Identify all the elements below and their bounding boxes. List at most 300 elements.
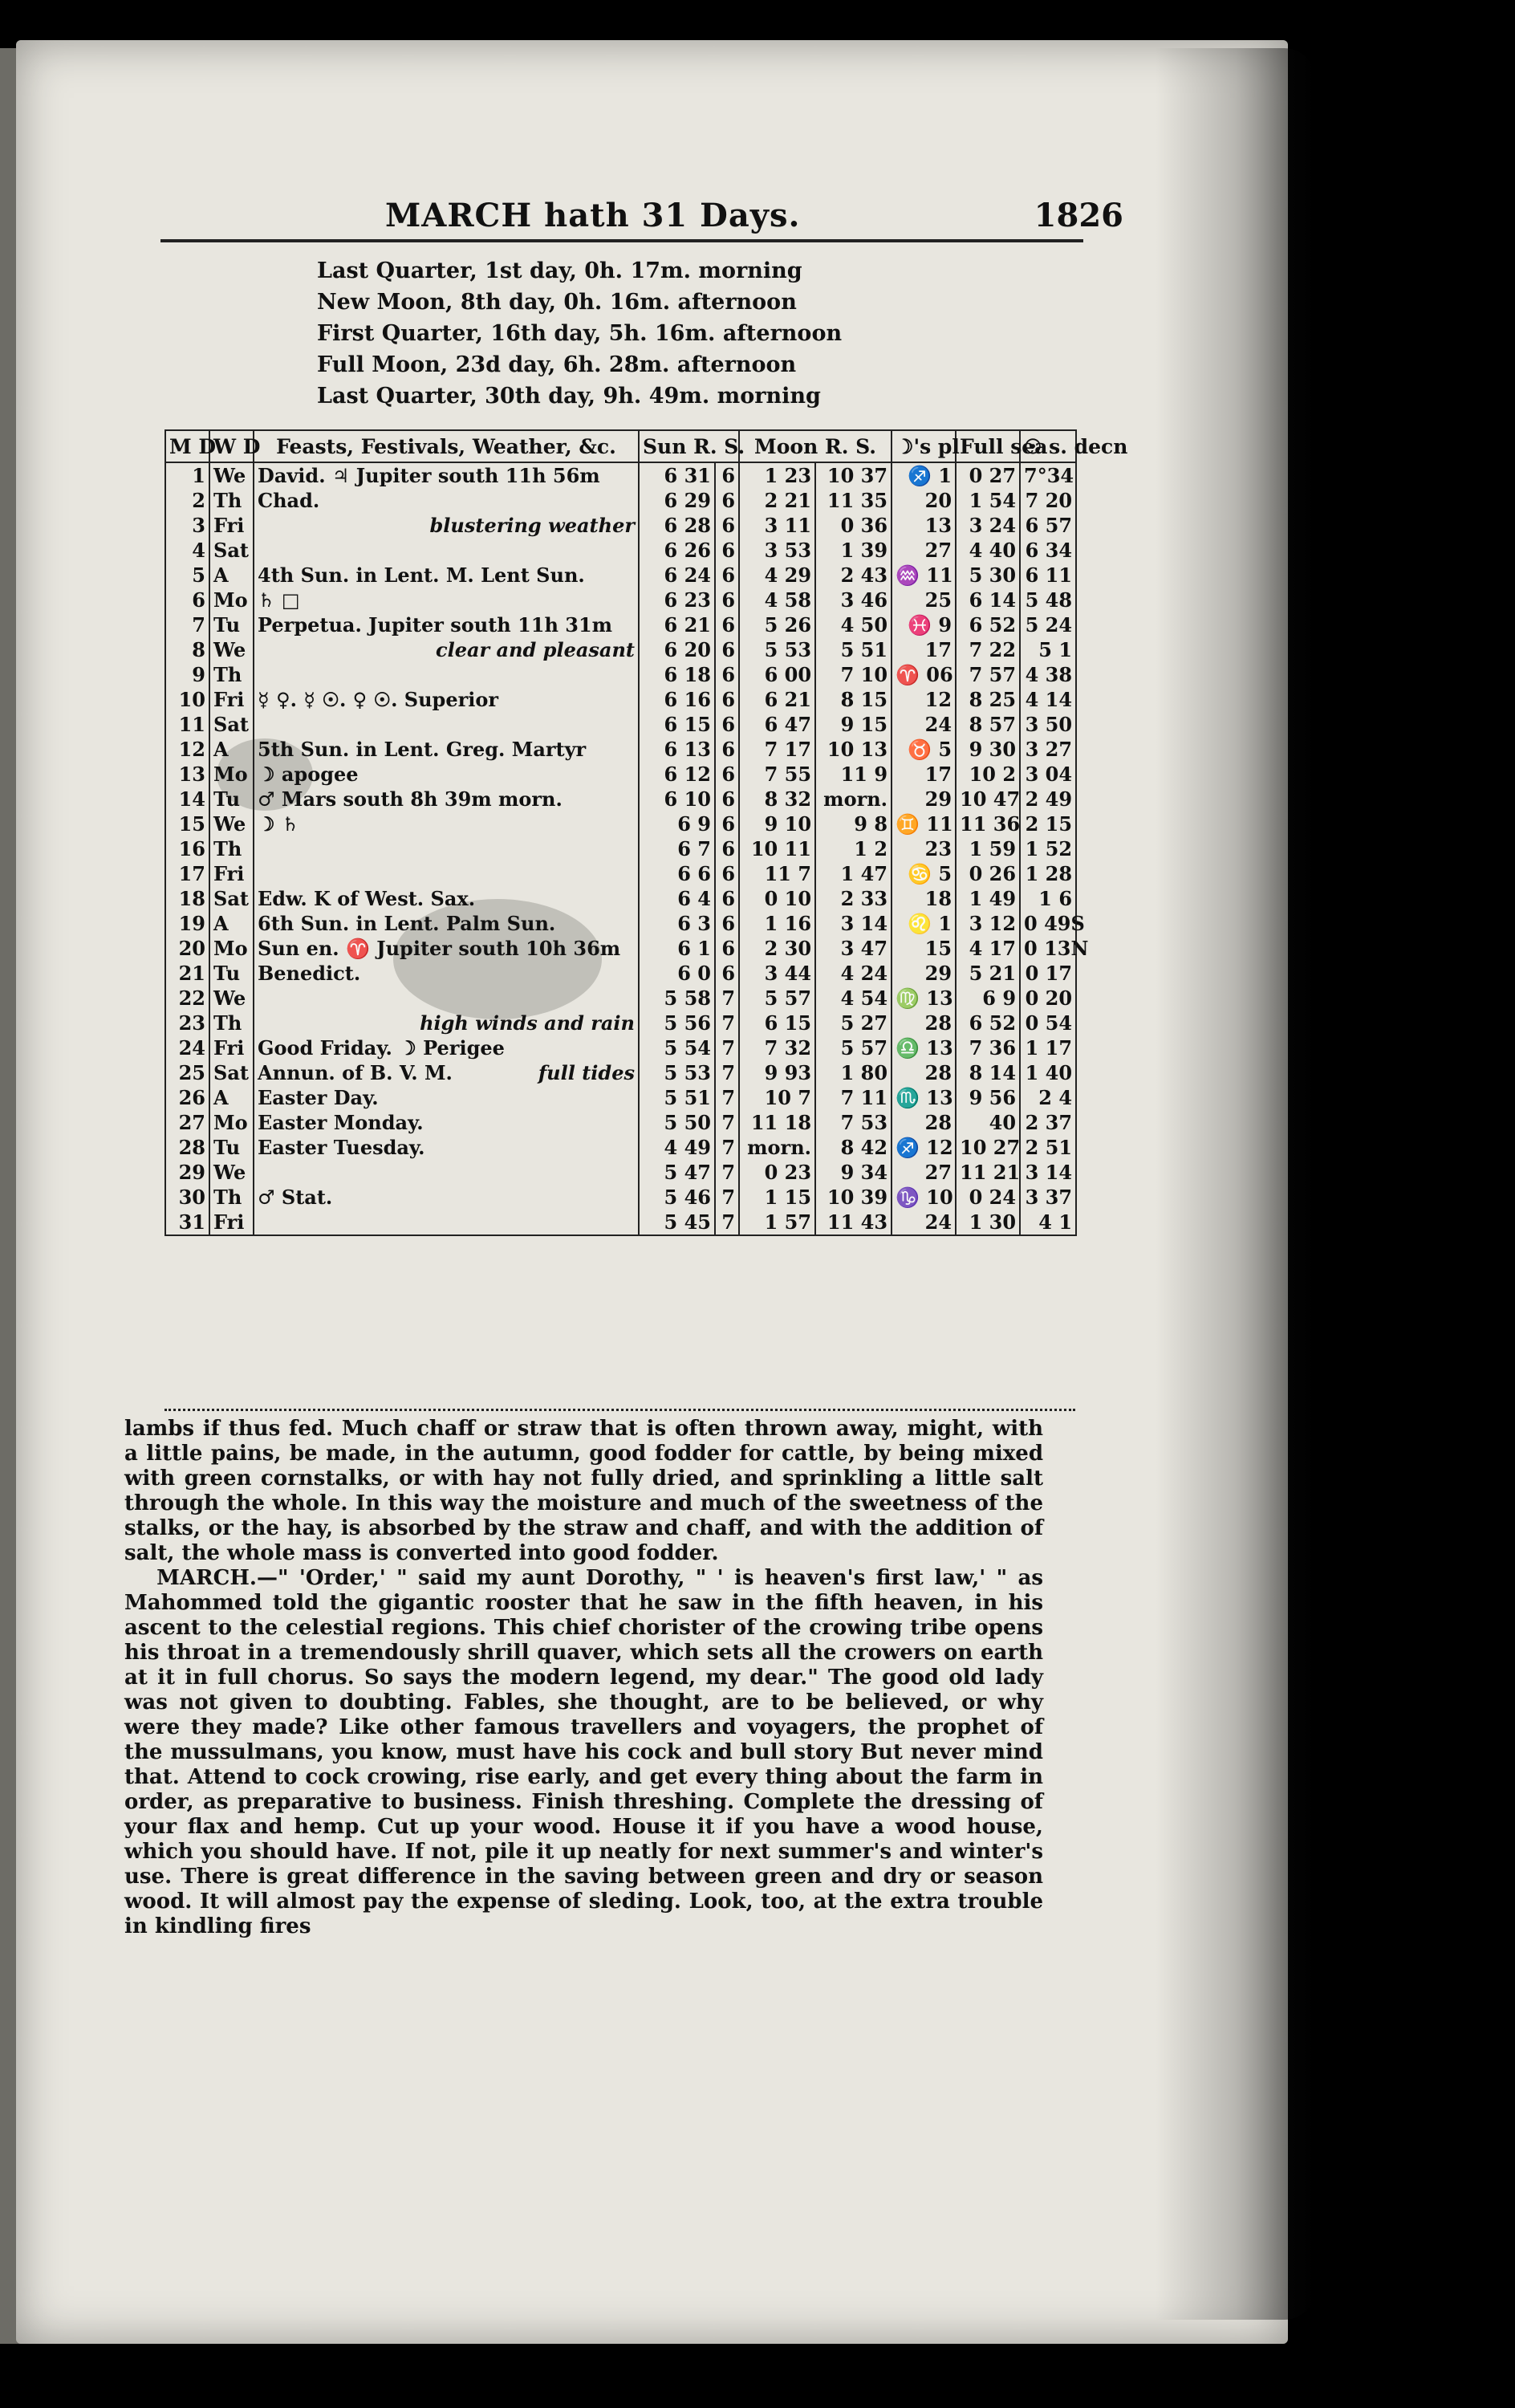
table-cell-mr: 8 32 (739, 787, 815, 811)
table-cell-pl: ♊ 11 (892, 811, 956, 836)
header-month-day: M D (165, 430, 209, 462)
table-cell-feast (254, 588, 639, 612)
table-cell-ms: 8 42 (815, 1135, 892, 1160)
table-cell-ms: morn. (815, 787, 892, 811)
table-row (165, 563, 1076, 588)
table-cell-ss: 6 (715, 787, 739, 811)
moon-phase-line: New Moon, 8th day, 0h. 16m. afternoon (317, 290, 797, 315)
table-cell-sr: 4 49 (639, 1135, 715, 1160)
table-row (165, 911, 1076, 936)
table-cell-pl: 24 (892, 1210, 956, 1235)
table-cell-dec: 2 51 (1020, 1135, 1076, 1160)
table-cell-pl: ♑ 10 (892, 1185, 956, 1210)
table-row (165, 488, 1076, 513)
table-cell-dec: 0 13N (1020, 936, 1076, 961)
table-cell-dec: 2 4 (1020, 1085, 1076, 1110)
table-cell-feast (254, 563, 639, 588)
table-row (165, 687, 1076, 712)
table-cell-ss: 6 (715, 513, 739, 538)
table-cell-feast (254, 612, 639, 637)
table-row (165, 538, 1076, 563)
table-cell-wd: Sat (209, 1060, 254, 1085)
table-row (165, 662, 1076, 687)
table-cell-ss: 6 (715, 462, 739, 488)
table-cell-ss: 6 (715, 563, 739, 588)
table-cell-mr: 1 57 (739, 1210, 815, 1235)
table-cell-feast (254, 1210, 639, 1235)
table-cell-md: 25 (165, 1060, 209, 1085)
table-cell-mr: 6 21 (739, 687, 815, 712)
table-cell-ms: 4 54 (815, 986, 892, 1011)
table-cell-pl: 28 (892, 1060, 956, 1085)
table-cell-ss: 6 (715, 861, 739, 886)
table-row (165, 612, 1076, 637)
table-cell-dec: 4 38 (1020, 662, 1076, 687)
table-cell-feast (254, 687, 639, 712)
table-cell-sr: 6 0 (639, 961, 715, 986)
table-cell-feast (254, 737, 639, 762)
feast-text: ♂ Mars south 8h 39m morn. (258, 787, 563, 811)
table-cell-mr: 7 17 (739, 737, 815, 762)
table-row (165, 588, 1076, 612)
table-cell-dec: 3 37 (1020, 1185, 1076, 1210)
table-cell-md: 28 (165, 1135, 209, 1160)
table-cell-md: 6 (165, 588, 209, 612)
table-cell-mr: 5 57 (739, 986, 815, 1011)
table-cell-feast (254, 1011, 639, 1035)
table-cell-wd: Th (209, 1185, 254, 1210)
table-cell-mr: 9 93 (739, 1060, 815, 1085)
header-sun: Sun R. S. (639, 430, 739, 462)
table-cell-md: 19 (165, 911, 209, 936)
table-cell-wd: A (209, 1085, 254, 1110)
table-cell-dec: 1 52 (1020, 836, 1076, 861)
table-cell-dec: 6 34 (1020, 538, 1076, 563)
table-cell-ss: 7 (715, 1085, 739, 1110)
feast-text: 6th Sun. in Lent. Palm Sun. (258, 912, 556, 935)
table-cell-sr: 6 7 (639, 836, 715, 861)
table-cell-dec: 6 57 (1020, 513, 1076, 538)
table-cell-pl: ♉ 5 (892, 737, 956, 762)
table-cell-pl: 18 (892, 886, 956, 911)
table-cell-sr: 6 18 (639, 662, 715, 687)
table-cell-ss: 6 (715, 687, 739, 712)
table-cell-fs: 1 54 (956, 488, 1020, 513)
table-cell-fs: 4 17 (956, 936, 1020, 961)
table-cell-pl: ♈ 06 (892, 662, 956, 687)
table-cell-ms: 3 47 (815, 936, 892, 961)
table-cell-sr: 6 6 (639, 861, 715, 886)
table-cell-ss: 7 (715, 1060, 739, 1085)
table-cell-sr: 5 58 (639, 986, 715, 1011)
table-cell-dec: 1 6 (1020, 886, 1076, 911)
table-cell-ms: 4 50 (815, 612, 892, 637)
table-cell-ms: 7 53 (815, 1110, 892, 1135)
table-cell-wd: Tu (209, 961, 254, 986)
prose-text (124, 1417, 1043, 1939)
table-cell-feast (254, 488, 639, 513)
table-cell-wd: Mo (209, 762, 254, 787)
table-cell-dec: 5 48 (1020, 588, 1076, 612)
table-cell-md: 7 (165, 612, 209, 637)
table-cell-sr: 6 12 (639, 762, 715, 787)
table-cell-sr: 5 51 (639, 1085, 715, 1110)
table-cell-fs: 10 2 (956, 762, 1020, 787)
feast-text: Good Friday. ☽ Perigee (258, 1036, 505, 1060)
feast-text: Chad. (258, 489, 320, 512)
table-cell-ms: 7 10 (815, 662, 892, 687)
table-cell-wd: Mo (209, 936, 254, 961)
table-cell-ms: 1 80 (815, 1060, 892, 1085)
table-cell-mr: 6 47 (739, 712, 815, 737)
table-cell-sr: 6 28 (639, 513, 715, 538)
table-cell-wd: We (209, 986, 254, 1011)
table-cell-mr: 10 11 (739, 836, 815, 861)
prose-paragraph: lambs if thus fed. Much chaff or straw that is often thrown away, might, with a little pains, be made, in the autumn, good fodder for cattle, by being mixed with green cornstalks, or with hay not fully dried, and sprinkling a little salt through the whole. In this way the moisture and much of the sweetness of the stalks, or the hay, is absorbed by the straw and chaff, and with the addition of salt, the whole mass is converted into good fodder. (124, 1417, 1043, 1565)
table-cell-mr: 7 55 (739, 762, 815, 787)
table-cell-wd: We (209, 1160, 254, 1185)
table-cell-ms: 5 27 (815, 1011, 892, 1035)
weather-note: full tides (538, 1061, 635, 1084)
table-cell-ms: 10 13 (815, 737, 892, 762)
table-row (165, 637, 1076, 662)
prose-lead: MARCH. (156, 1566, 257, 1590)
table-cell-mr: 10 7 (739, 1085, 815, 1110)
table-cell-sr: 6 3 (639, 911, 715, 936)
table-cell-fs: 6 14 (956, 588, 1020, 612)
table-cell-ss: 6 (715, 612, 739, 637)
table-cell-sr: 5 54 (639, 1035, 715, 1060)
table-cell-ss: 7 (715, 986, 739, 1011)
table-row (165, 1185, 1076, 1210)
table-cell-ms: 1 39 (815, 538, 892, 563)
table-cell-sr: 5 56 (639, 1011, 715, 1035)
table-cell-feast (254, 1135, 639, 1160)
table-cell-ss: 6 (715, 712, 739, 737)
table-cell-mr: 1 23 (739, 462, 815, 488)
table-cell-sr: 6 23 (639, 588, 715, 612)
table-cell-wd: Fri (209, 861, 254, 886)
table-cell-wd: Tu (209, 1135, 254, 1160)
feast-text: ♂ Stat. (258, 1186, 333, 1209)
table-cell-mr: 5 26 (739, 612, 815, 637)
table-cell-pl: 27 (892, 538, 956, 563)
table-cell-fs: 8 57 (956, 712, 1020, 737)
table-cell-wd: Sat (209, 538, 254, 563)
table-cell-fs: 1 30 (956, 1210, 1020, 1235)
table-cell-sr: 6 29 (639, 488, 715, 513)
table-cell-feast (254, 1035, 639, 1060)
table-cell-md: 12 (165, 737, 209, 762)
table-cell-sr: 6 4 (639, 886, 715, 911)
table-cell-fs: 1 59 (956, 836, 1020, 861)
table-cell-fs: 5 21 (956, 961, 1020, 986)
table-cell-mr: 7 32 (739, 1035, 815, 1060)
table-cell-pl: 25 (892, 588, 956, 612)
table-cell-dec: 0 49S (1020, 911, 1076, 936)
table-cell-ms: 3 14 (815, 911, 892, 936)
table-cell-fs: 6 9 (956, 986, 1020, 1011)
table-cell-dec: 7°34 (1020, 462, 1076, 488)
table-cell-wd: Th (209, 662, 254, 687)
header-rule (160, 239, 1083, 242)
table-cell-pl: ♏ 13 (892, 1085, 956, 1110)
table-cell-dec: 7 20 (1020, 488, 1076, 513)
table-cell-md: 16 (165, 836, 209, 861)
table-cell-fs: 6 52 (956, 1011, 1020, 1035)
table-cell-wd: We (209, 462, 254, 488)
table-cell-mr: morn. (739, 1135, 815, 1160)
prose-paragraph (124, 1566, 1043, 1939)
table-cell-ms: 5 57 (815, 1035, 892, 1060)
table-cell-ss: 7 (715, 1135, 739, 1160)
table-row (165, 712, 1076, 737)
table-cell-wd: Fri (209, 1035, 254, 1060)
table-cell-feast (254, 936, 639, 961)
table-cell-pl: ♍ 13 (892, 986, 956, 1011)
moon-phase-line: Last Quarter, 1st day, 0h. 17m. morning (317, 258, 802, 283)
table-cell-mr: 9 10 (739, 811, 815, 836)
table-cell-sr: 6 24 (639, 563, 715, 588)
table-cell-dec: 1 17 (1020, 1035, 1076, 1060)
table-cell-wd: Mo (209, 1110, 254, 1135)
table-cell-pl: ♋ 5 (892, 861, 956, 886)
table-cell-ss: 6 (715, 588, 739, 612)
table-cell-md: 29 (165, 1160, 209, 1185)
table-cell-ms: 2 43 (815, 563, 892, 588)
table-cell-mr: 3 53 (739, 538, 815, 563)
table-cell-fs: 9 56 (956, 1085, 1020, 1110)
table-cell-md: 9 (165, 662, 209, 687)
table-cell-ms: 1 47 (815, 861, 892, 886)
table-cell-md: 11 (165, 712, 209, 737)
table-cell-fs: 0 24 (956, 1185, 1020, 1210)
moon-phases (317, 255, 959, 412)
table-cell-md: 17 (165, 861, 209, 886)
table-cell-feast (254, 712, 639, 737)
feast-text: Perpetua. Jupiter south 11h 31m (258, 613, 613, 637)
table-cell-mr: 6 15 (739, 1011, 815, 1035)
table-row (165, 462, 1076, 488)
table-cell-ms: 3 46 (815, 588, 892, 612)
table-cell-dec: 6 11 (1020, 563, 1076, 588)
table-cell-mr: 11 18 (739, 1110, 815, 1135)
table-cell-fs: 4 40 (956, 538, 1020, 563)
table-cell-pl: 28 (892, 1011, 956, 1035)
table-cell-ss: 7 (715, 1110, 739, 1135)
feast-text: Easter Day. (258, 1086, 379, 1109)
table-cell-feast (254, 787, 639, 811)
table-cell-feast (254, 911, 639, 936)
table-cell-fs: 11 36 (956, 811, 1020, 836)
table-cell-pl: ♒ 11 (892, 563, 956, 588)
table-cell-md: 22 (165, 986, 209, 1011)
table-row (165, 1060, 1076, 1085)
table-cell-dec: 3 14 (1020, 1160, 1076, 1185)
prose-body: —" 'Order,' " said my aunt Dorothy, " ' is heaven's first law,' " as Mahommed told the gigantic rooster that he saw in the fifth heaven, in his ascent to the celestial regions. This chief chorister of the crowing tribe opens his throat in a tremendously shrill quaver, which sets all the crowers on earth at it in full chorus. So says the modern legend, my dear." The good old lady was not given to doubting. Fables, she thought, are to be believed, or why were they made? Like other famous travellers and voyagers, the prophet of the mussulmans, you know, must have his cock and bull story But never mind that. Attend to cock crowing, rise early, and get every thing about the farm in order, as preparative to business. Finish threshing. Complete the dressing of your flax and hemp. Cut up your wood. House it if you have a wood house, which you should have. If not, pile it up neatly for next summer's and winter's use. There is great difference in the saving between green and dry or season wood. It will almost pay the expense of sleding. Look, too, at the extra trouble in kindling fires (124, 1566, 1043, 1938)
table-row (165, 1210, 1076, 1235)
table-cell-dec: 3 04 (1020, 762, 1076, 787)
table-cell-md: 27 (165, 1110, 209, 1135)
table-cell-dec: 0 54 (1020, 1011, 1076, 1035)
table-cell-feast (254, 538, 639, 563)
table-cell-fs: 8 25 (956, 687, 1020, 712)
table-cell-feast (254, 1185, 639, 1210)
table-cell-md: 20 (165, 936, 209, 961)
table-cell-mr: 2 30 (739, 936, 815, 961)
table-row (165, 1135, 1076, 1160)
table-cell-dec: 0 20 (1020, 986, 1076, 1011)
table-cell-ss: 6 (715, 762, 739, 787)
table-cell-ss: 7 (715, 1160, 739, 1185)
table-cell-ms: 11 9 (815, 762, 892, 787)
table-cell-wd: Fri (209, 687, 254, 712)
header-moon-place: ☽'s pl (892, 430, 956, 462)
table-cell-mr: 1 16 (739, 911, 815, 936)
table-cell-ms: 10 39 (815, 1185, 892, 1210)
feast-text: 5th Sun. in Lent. Greg. Martyr (258, 738, 587, 761)
table-cell-pl: 17 (892, 762, 956, 787)
table-cell-dec: 0 17 (1020, 961, 1076, 986)
page-title: MARCH hath 31 Days. (385, 197, 801, 234)
table-cell-dec: 1 28 (1020, 861, 1076, 886)
table-cell-pl: 29 (892, 961, 956, 986)
header-full-sea: Full sea (956, 430, 1020, 462)
table-cell-ss: 7 (715, 1210, 739, 1235)
table-cell-fs: 3 12 (956, 911, 1020, 936)
worn-page-edge (1156, 48, 1316, 2320)
feast-text: ♄ □ (258, 588, 300, 612)
table-row (165, 861, 1076, 886)
table-cell-ss: 6 (715, 936, 739, 961)
table-cell-ss: 7 (715, 1011, 739, 1035)
table-cell-pl: ♎ 13 (892, 1035, 956, 1060)
table-cell-wd: Sat (209, 886, 254, 911)
table-cell-sr: 6 9 (639, 811, 715, 836)
table-cell-feast (254, 462, 639, 488)
table-cell-feast (254, 762, 639, 787)
table-cell-sr: 6 13 (639, 737, 715, 762)
table-cell-sr: 5 47 (639, 1160, 715, 1185)
table-row (165, 986, 1076, 1011)
table-cell-wd: Fri (209, 1210, 254, 1235)
table-cell-ms: 11 43 (815, 1210, 892, 1235)
table-cell-ms: 10 37 (815, 462, 892, 488)
table-cell-feast (254, 836, 639, 861)
table-cell-pl: 28 (892, 1110, 956, 1135)
calendar-table (164, 429, 1128, 1236)
table-cell-fs: 40 (956, 1110, 1020, 1135)
table-cell-wd: Sat (209, 712, 254, 737)
table-cell-sr: 6 15 (639, 712, 715, 737)
table-cell-fs: 3 24 (956, 513, 1020, 538)
table-cell-md: 3 (165, 513, 209, 538)
table-cell-wd: Th (209, 836, 254, 861)
table-cell-mr: 0 10 (739, 886, 815, 911)
table-row (165, 811, 1076, 836)
table-cell-mr: 4 29 (739, 563, 815, 588)
table-cell-dec: 2 49 (1020, 787, 1076, 811)
header-feasts: Feasts, Festivals, Weather, &c. (254, 430, 639, 462)
header-week-day: W D (209, 430, 254, 462)
table-cell-fs: 7 22 (956, 637, 1020, 662)
table-cell-md: 24 (165, 1035, 209, 1060)
table-cell-md: 26 (165, 1085, 209, 1110)
table-cell-md: 23 (165, 1011, 209, 1035)
table-cell-sr: 5 53 (639, 1060, 715, 1085)
table-cell-ss: 6 (715, 737, 739, 762)
table-cell-sr: 6 1 (639, 936, 715, 961)
table-cell-pl: ♐ 1 (892, 462, 956, 488)
calendar-body (165, 462, 1089, 1235)
table-cell-pl: 12 (892, 687, 956, 712)
table-cell-mr: 11 7 (739, 861, 815, 886)
table-cell-fs: 9 30 (956, 737, 1020, 762)
table-cell-wd: Mo (209, 588, 254, 612)
table-cell-feast (254, 986, 639, 1011)
table-cell-sr: 6 31 (639, 462, 715, 488)
table-cell-feast (254, 1085, 639, 1110)
feast-text: Sun en. ♈ Jupiter south 10h 36m (258, 937, 621, 960)
table-cell-sr: 6 16 (639, 687, 715, 712)
feast-text: Easter Monday. (258, 1111, 424, 1134)
table-cell-pl: 13 (892, 513, 956, 538)
table-cell-dec: 3 27 (1020, 737, 1076, 762)
header-moon: Moon R. S. (739, 430, 892, 462)
table-cell-ss: 6 (715, 538, 739, 563)
table-cell-dec: 3 50 (1020, 712, 1076, 737)
page-year: 1826 (1034, 197, 1123, 234)
table-row (165, 737, 1076, 762)
table-cell-feast (254, 513, 639, 538)
table-cell-feast (254, 1110, 639, 1135)
moon-phase-line: Full Moon, 23d day, 6h. 28m. afternoon (317, 352, 797, 377)
table-row (165, 1110, 1076, 1135)
table-cell-pl: 15 (892, 936, 956, 961)
table-cell-wd: A (209, 737, 254, 762)
table-row (165, 513, 1076, 538)
table-cell-dec: 5 1 (1020, 637, 1076, 662)
feast-text: David. ♃ Jupiter south 11h 56m (258, 464, 600, 487)
table-cell-md: 4 (165, 538, 209, 563)
table-cell-feast (254, 1060, 639, 1085)
table-cell-mr: 5 53 (739, 637, 815, 662)
table-cell-wd: Fri (209, 513, 254, 538)
table-cell-fs: 1 49 (956, 886, 1020, 911)
table-cell-ms: 1 2 (815, 836, 892, 861)
table-cell-fs: 11 21 (956, 1160, 1020, 1185)
table-row (165, 886, 1076, 911)
table-cell-sr: 6 10 (639, 787, 715, 811)
table-cell-md: 8 (165, 637, 209, 662)
table-cell-md: 30 (165, 1185, 209, 1210)
table-cell-wd: Th (209, 488, 254, 513)
feast-text: 4th Sun. in Lent. M. Lent Sun. (258, 563, 585, 587)
table-cell-sr: 6 26 (639, 538, 715, 563)
weather-note: clear and pleasant (435, 638, 635, 661)
table-cell-ms: 0 36 (815, 513, 892, 538)
table-cell-pl: 29 (892, 787, 956, 811)
table-cell-dec: 5 24 (1020, 612, 1076, 637)
decorative-divider (164, 1401, 1075, 1411)
table-cell-md: 13 (165, 762, 209, 787)
table-cell-dec: 4 1 (1020, 1210, 1076, 1235)
table-cell-pl: ♌ 1 (892, 911, 956, 936)
table-cell-ms: 9 15 (815, 712, 892, 737)
table-cell-sr: 5 45 (639, 1210, 715, 1235)
table-header-row (165, 430, 1076, 462)
table-cell-fs: 0 27 (956, 462, 1020, 488)
